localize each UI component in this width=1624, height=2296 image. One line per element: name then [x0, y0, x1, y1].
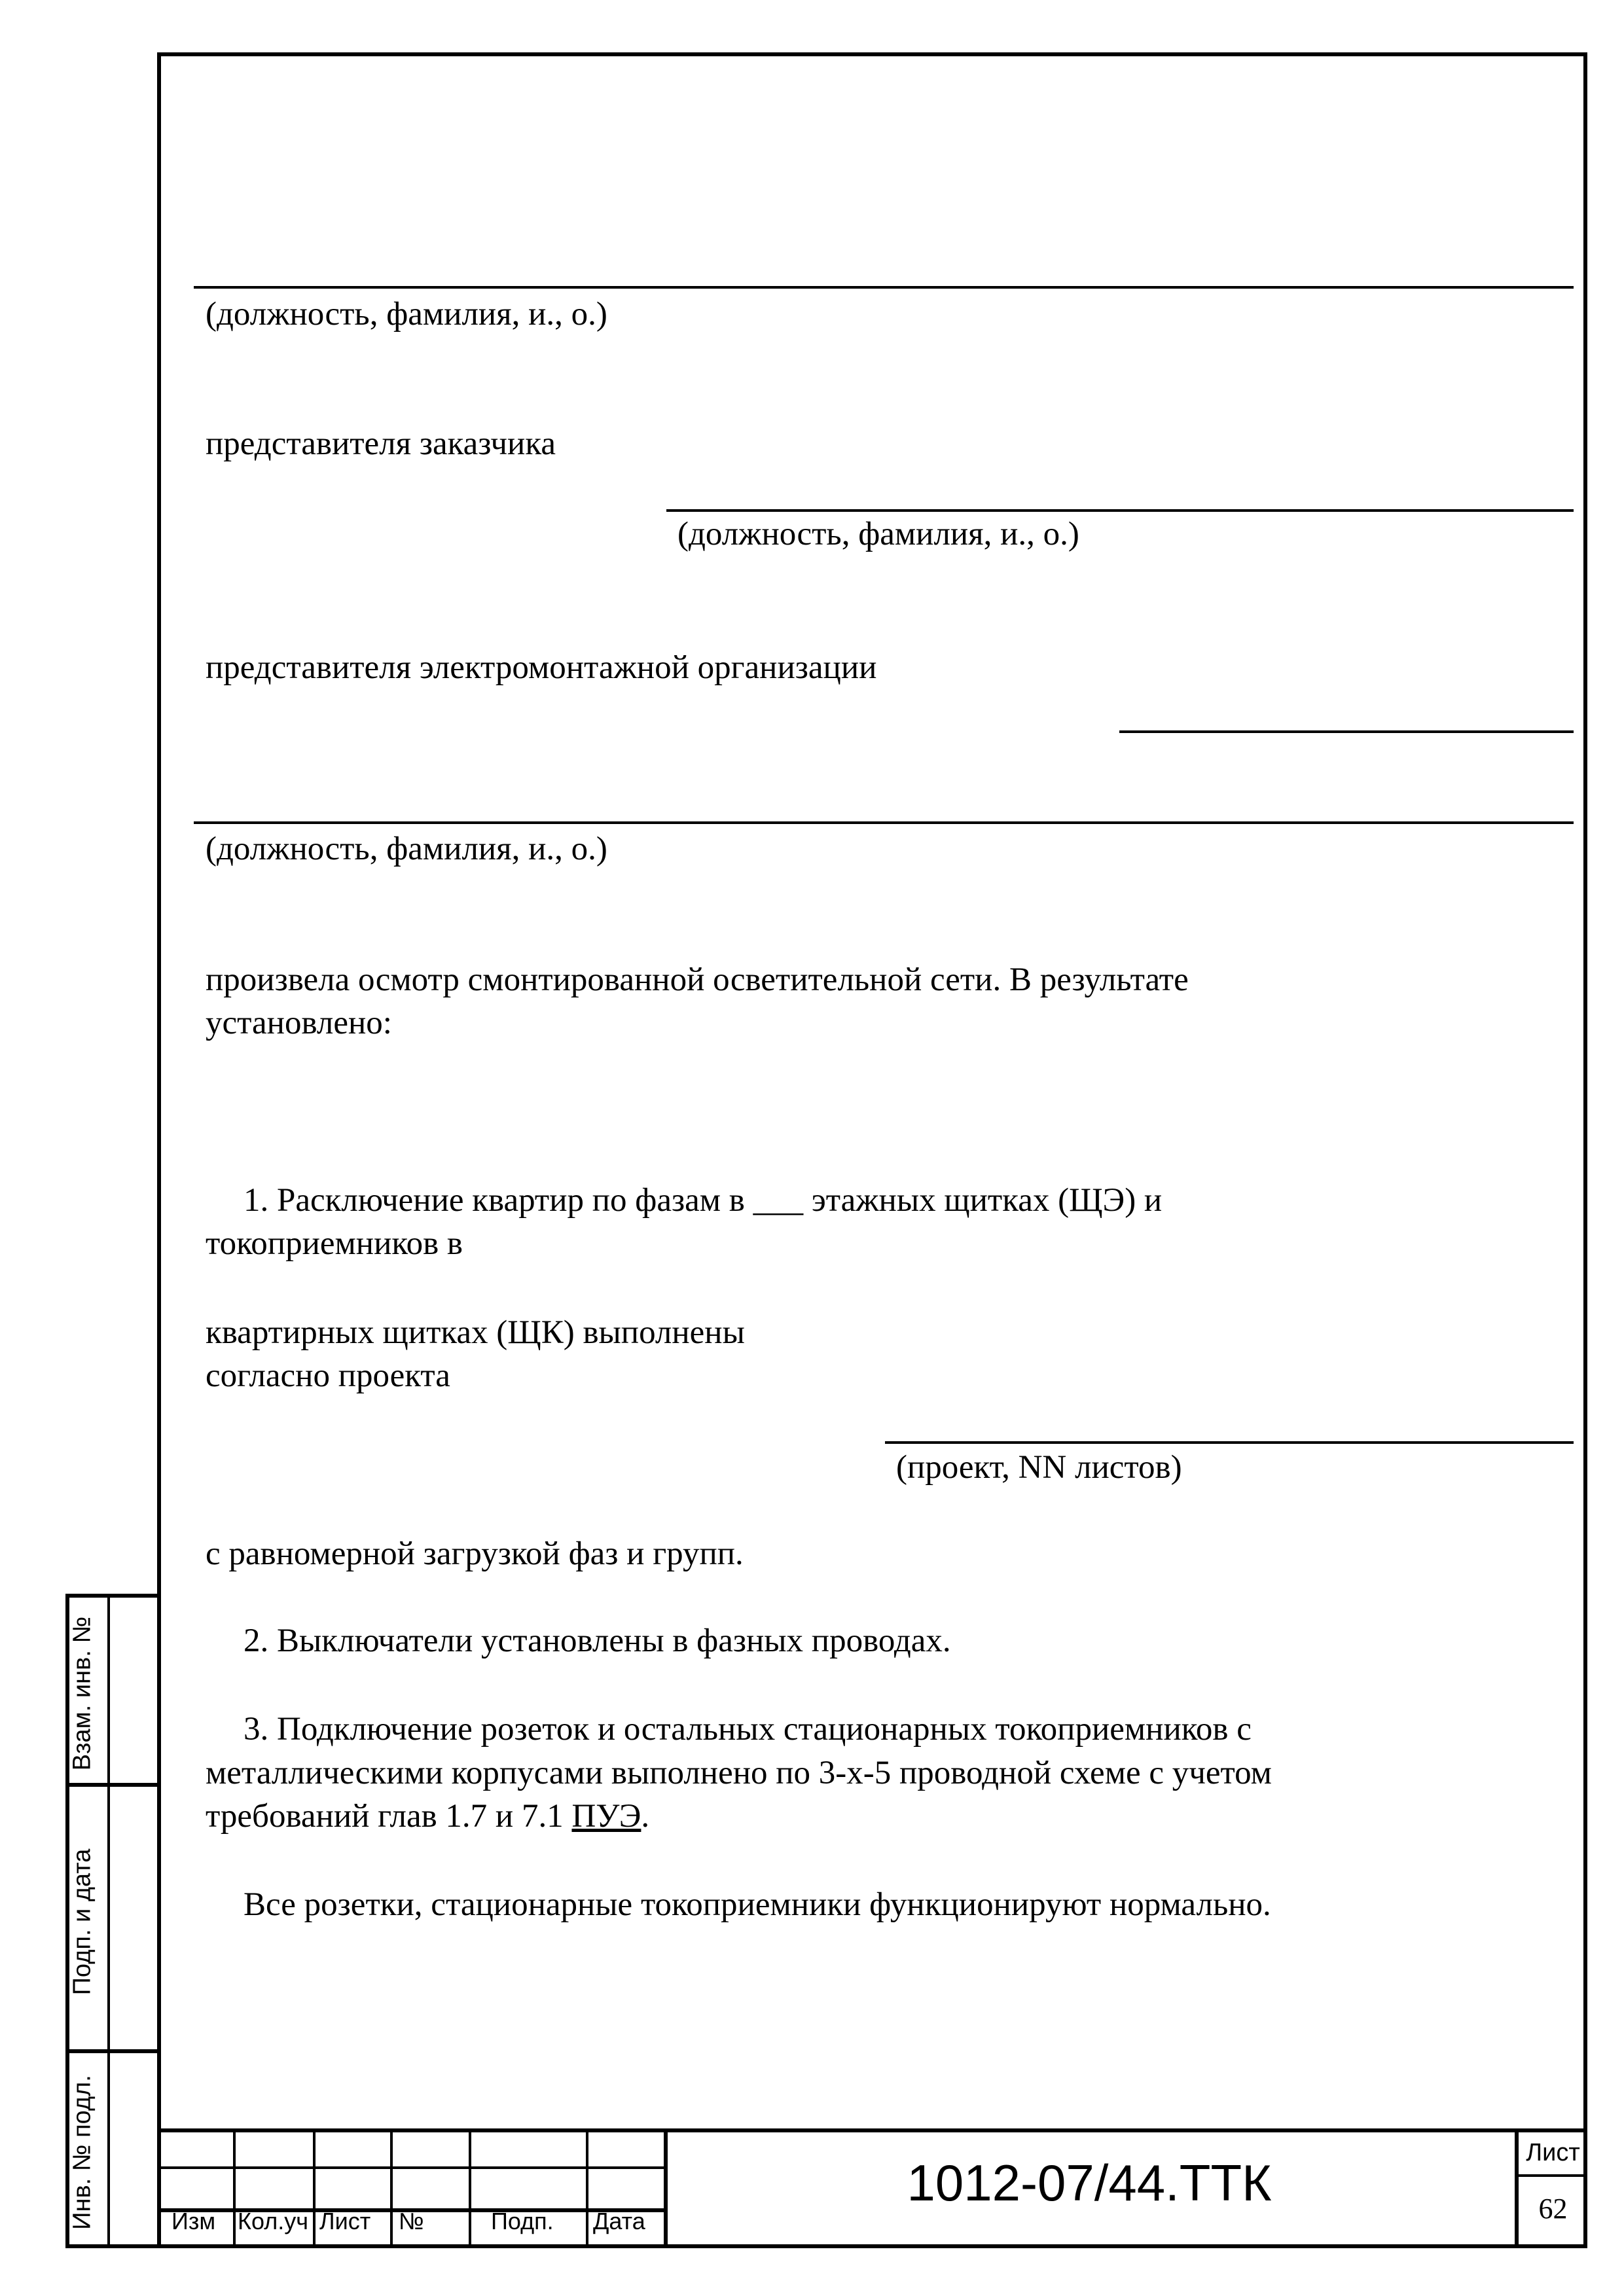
item-1-line-2: токоприемников в	[206, 1225, 463, 1262]
col-izm: Изм	[171, 2208, 216, 2234]
caption-position-name-1: (должность, фамилия, и., о.)	[206, 296, 607, 332]
item-3-line-3-prefix: требований глав 1.7 и 7.1	[206, 1798, 572, 1835]
item-1-line-1: 1. Расключение квартир по фазам в ___ этажных щитках (ЩЭ) и	[244, 1182, 1163, 1219]
title-block-top	[157, 2128, 1587, 2132]
side-vzam-inv: Взам. инв. №	[68, 1616, 96, 1771]
caption-project: (проект, NN листов)	[896, 1449, 1182, 1486]
inspection-text-line-1: произвела осмотр смонтированной осветительной сети. В результате	[206, 961, 1189, 998]
col-list: Лист	[319, 2208, 371, 2234]
customer-representative-label: представителя заказчика	[206, 425, 556, 462]
project-signature-line	[885, 1441, 1574, 1444]
side-stamp-podp	[65, 1783, 157, 2053]
signature-line-1	[194, 286, 1574, 289]
item-1-line-4: согласно проекта	[206, 1357, 450, 1394]
side-stamp-vzam	[65, 1594, 157, 1787]
col-number: №	[399, 2208, 424, 2234]
inspection-text-line-2: установлено:	[206, 1005, 392, 1041]
col-kol-uch: Кол.уч	[238, 2208, 308, 2234]
item-3-line-1: 3. Подключение розеток и остальных стационарных токоприемников с	[244, 1711, 1252, 1748]
col-data: Дата	[593, 2208, 645, 2234]
side-inv-podl: Инв. № подл.	[68, 2075, 96, 2230]
item-3-line-2: металлическими корпусами выполнено по 3-х-5 проводной схеме с учетом	[206, 1755, 1272, 1791]
signature-line-3b	[194, 821, 1574, 824]
side-podp-data: Подп. и дата	[68, 1848, 96, 1996]
item-1-line-3: квартирных щитках (ЩК) выполнены	[206, 1314, 745, 1351]
sheet-number: 62	[1538, 2193, 1568, 2225]
caption-position-name-3: (должность, фамилия, и., о.)	[206, 831, 607, 867]
pue-link[interactable]: ПУЭ	[571, 1798, 641, 1835]
electrical-representative-label: представителя электромонтажной организации	[206, 649, 877, 686]
side-stamp-inv	[65, 2049, 157, 2248]
item-2: 2. Выключатели установлены в фазных проводах.	[244, 1623, 951, 1659]
load-text: с равномерной загрузкой фаз и групп.	[206, 1535, 744, 1572]
col-podp: Подп.	[491, 2208, 554, 2234]
document-code: 1012-07/44.ТТК	[907, 2154, 1272, 2212]
conclusion-text: Все розетки, стационарные токоприемники функционируют нормально.	[244, 1886, 1271, 1923]
caption-position-name-2: (должность, фамилия, и., о.)	[677, 516, 1079, 552]
signature-line-2	[666, 509, 1574, 512]
sheet-label: Лист	[1526, 2139, 1580, 2166]
item-3-line-3	[206, 1795, 649, 1837]
signature-line-3a	[1119, 730, 1574, 733]
item-3-line-3-suffix: .	[641, 1798, 650, 1835]
